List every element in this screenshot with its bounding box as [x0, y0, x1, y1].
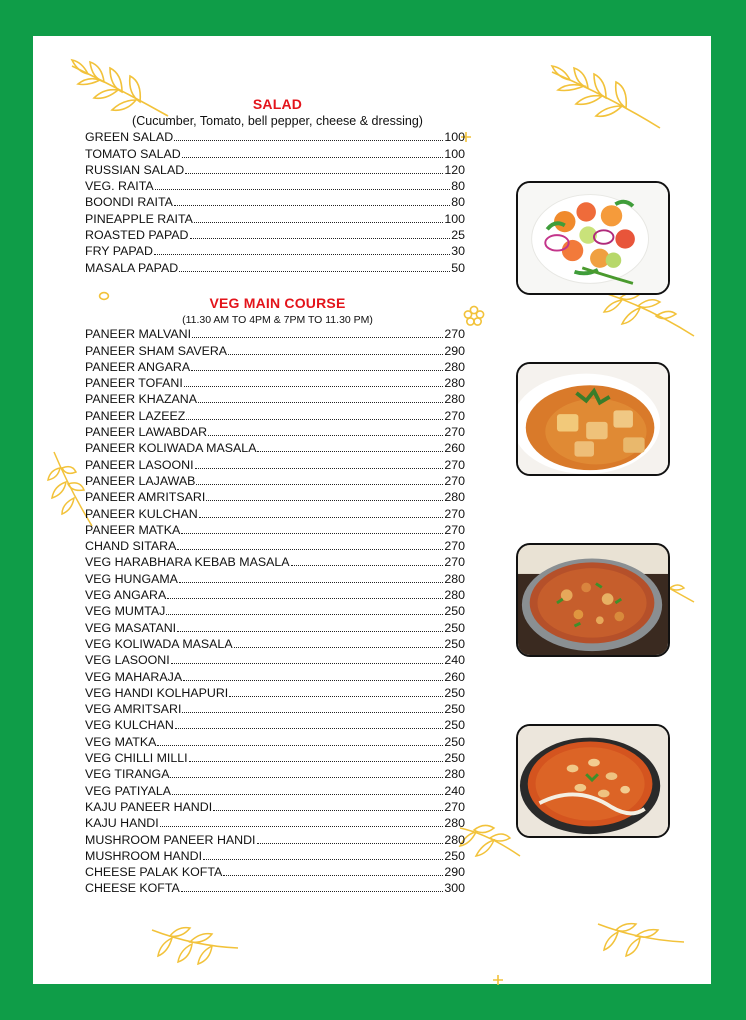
item-price: 250	[444, 718, 465, 733]
item-price: 80	[451, 179, 465, 194]
item-name: BOONDI RAITA	[85, 195, 173, 210]
item-name: VEG MAHARAJA	[85, 669, 183, 684]
veg-main-menu-item	[85, 716, 465, 732]
item-name: PANEER AMRITSARI	[85, 490, 206, 505]
item-name: PANEER LAZEEZ	[85, 408, 186, 423]
item-price: 30	[451, 244, 465, 259]
dot-leader	[257, 448, 443, 452]
item-price: 250	[444, 604, 465, 619]
item-name: VEG PATIYALA	[85, 783, 172, 798]
item-price: 250	[444, 734, 465, 749]
item-price: 260	[444, 441, 465, 456]
item-price: 280	[444, 571, 465, 586]
item-name: VEG MASATANI	[85, 620, 177, 635]
item-name: PANEER LAWABDAR	[85, 425, 208, 440]
salad-menu-item	[85, 193, 465, 209]
item-price: 250	[444, 702, 465, 717]
item-name: PANEER ANGARA	[85, 359, 191, 374]
veg-main-menu-item	[85, 781, 465, 797]
item-price: 280	[444, 359, 465, 374]
dot-leader	[174, 202, 450, 206]
dot-leader	[181, 530, 443, 534]
item-price: 270	[444, 327, 465, 342]
dot-leader	[174, 137, 443, 141]
dot-leader	[229, 693, 443, 697]
dot-leader	[195, 465, 444, 469]
item-name: VEG CHILLI MILLI	[85, 751, 188, 766]
dot-leader	[170, 774, 443, 778]
item-name: VEG ANGARA	[85, 588, 167, 603]
veg-main-menu-item	[85, 635, 465, 651]
item-price: 240	[444, 653, 465, 668]
salad-heading: SALAD	[252, 96, 303, 112]
item-price: 270	[444, 457, 465, 472]
item-price: 80	[451, 195, 465, 210]
veg-main-menu-item	[85, 439, 465, 455]
veg-main-menu-item	[85, 358, 465, 374]
veg-main-menu-item	[85, 423, 465, 439]
item-name: RUSSIAN SALAD	[85, 162, 185, 177]
salad-menu-item	[85, 242, 465, 258]
veg-main-menu-item	[85, 488, 465, 504]
dot-leader	[192, 334, 443, 338]
salad-menu-list	[85, 128, 465, 275]
item-name: PANEER TOFANI	[85, 376, 183, 391]
dot-leader	[155, 186, 451, 190]
salad-menu-item	[85, 226, 465, 242]
item-name: KAJU PANEER HANDI	[85, 799, 213, 814]
item-name: PANEER SHAM SAVERA	[85, 343, 228, 358]
veg-main-menu-item	[85, 651, 465, 667]
veg-main-menu-item	[85, 765, 465, 781]
dot-leader	[223, 872, 443, 876]
item-name: VEG MATKA	[85, 734, 157, 749]
leaf-decoration-bottom-right	[596, 920, 686, 958]
veg-main-menu-item	[85, 700, 465, 716]
item-name: VEG LASOONI	[85, 653, 170, 668]
dot-leader	[171, 660, 444, 664]
item-price: 280	[444, 588, 465, 603]
item-name: PANEER MALVANI	[85, 327, 192, 342]
dot-leader	[190, 235, 451, 239]
veg-main-menu-item	[85, 847, 465, 863]
leaf-decoration-top-right	[548, 62, 664, 132]
veg-main-menu-item	[85, 374, 465, 390]
dot-leader	[186, 416, 443, 420]
item-price: 270	[444, 555, 465, 570]
item-price: 270	[444, 539, 465, 554]
item-name: VEG HANDI KOLHAPURI	[85, 685, 229, 700]
item-price: 100	[444, 130, 465, 145]
item-price: 280	[444, 392, 465, 407]
veg-main-menu-item	[85, 732, 465, 748]
item-name: PANEER LAJAWAB	[85, 473, 196, 488]
item-price: 120	[444, 162, 465, 177]
dot-leader	[189, 758, 444, 762]
veg-main-menu-item	[85, 553, 465, 569]
dot-leader	[166, 611, 443, 615]
salad-menu-item	[85, 177, 465, 193]
sparkle-decoration-bottom	[492, 974, 504, 986]
item-price: 280	[444, 767, 465, 782]
paneer-curry-photo	[516, 362, 670, 476]
leaf-decoration-center-low	[458, 820, 522, 860]
salad-subtitle: (Cucumber, Tomato, bell pepper, cheese & dressing)	[132, 114, 423, 128]
veg-main-menu-item	[85, 879, 465, 895]
veg-main-course-hours: (11.30 AM TO 4PM & 7PM TO 11.30 PM)	[182, 314, 373, 326]
veg-main-menu-item	[85, 798, 465, 814]
item-price: 280	[444, 832, 465, 847]
item-price: 270	[444, 473, 465, 488]
item-price: 100	[444, 146, 465, 161]
item-name: MUSHROOM HANDI	[85, 848, 203, 863]
item-name: VEG HUNGAMA	[85, 571, 178, 586]
item-price: 25	[451, 228, 465, 243]
veg-main-menu-item	[85, 618, 465, 634]
item-name: PINEAPPLE RAITA	[85, 211, 193, 226]
item-name: MUSHROOM PANEER HANDI	[85, 832, 256, 847]
dot-leader	[177, 546, 443, 550]
item-name: PANEER KOLIWADA MASALA	[85, 441, 257, 456]
salad-menu-item	[85, 258, 465, 274]
item-price: 270	[444, 425, 465, 440]
item-price: 250	[444, 848, 465, 863]
item-name: VEG KOLIWADA MASALA	[85, 636, 233, 651]
item-name: VEG MUMTAJ	[85, 604, 166, 619]
dot-leader	[191, 367, 443, 371]
item-name: PANEER MATKA	[85, 522, 181, 537]
item-name: VEG. RAITA	[85, 179, 154, 194]
item-price: 280	[444, 376, 465, 391]
item-price: 290	[444, 865, 465, 880]
item-price: 100	[444, 211, 465, 226]
veg-main-menu-item	[85, 341, 465, 357]
dot-leader	[198, 399, 443, 403]
dot-leader	[179, 579, 443, 583]
veg-main-course-heading: VEG MAIN COURSE	[209, 295, 346, 311]
dot-leader	[234, 644, 444, 648]
dot-leader	[183, 677, 443, 681]
dot-leader	[172, 791, 443, 795]
item-price: 260	[444, 669, 465, 684]
dot-leader	[208, 432, 443, 436]
veg-main-menu-item	[85, 830, 465, 846]
veg-main-menu-item	[85, 814, 465, 830]
dot-leader	[182, 154, 444, 158]
dot-leader	[185, 170, 443, 174]
dot-leader	[257, 840, 444, 844]
item-price: 270	[444, 506, 465, 521]
veg-main-menu-item	[85, 521, 465, 537]
veg-main-menu-item	[85, 586, 465, 602]
item-price: 290	[444, 343, 465, 358]
dot-leader	[175, 725, 443, 729]
item-price: 50	[451, 260, 465, 275]
veg-main-menu-item	[85, 504, 465, 520]
item-name: VEG TIRANGA	[85, 767, 170, 782]
veg-main-menu-item	[85, 406, 465, 422]
item-name: ROASTED PAPAD	[85, 228, 189, 243]
dot-leader	[194, 219, 443, 223]
item-name: CHAND SITARA	[85, 539, 177, 554]
veg-main-menu-item	[85, 749, 465, 765]
item-price: 280	[444, 816, 465, 831]
dot-leader	[213, 807, 443, 811]
dot-leader	[157, 742, 443, 746]
item-name: VEG KULCHAN	[85, 718, 174, 733]
item-price: 300	[444, 881, 465, 896]
veg-main-menu-item	[85, 667, 465, 683]
item-name: GREEN SALAD	[85, 130, 174, 145]
veg-main-menu-item	[85, 390, 465, 406]
dot-leader	[203, 856, 443, 860]
kaju-curry-photo	[516, 724, 670, 838]
dot-leader	[154, 251, 450, 255]
leaf-decoration-bottom-left	[150, 924, 240, 966]
veg-main-menu-item	[85, 472, 465, 488]
dot-leader	[181, 888, 444, 892]
dot-leader	[167, 595, 443, 599]
veg-main-menu-item	[85, 537, 465, 553]
item-name: MASALA PAPAD	[85, 260, 179, 275]
dot-leader	[228, 351, 443, 355]
veg-main-menu-item	[85, 325, 465, 341]
dot-leader	[177, 628, 443, 632]
dot-leader	[179, 268, 450, 272]
veg-main-menu-item	[85, 569, 465, 585]
dot-leader	[196, 481, 443, 485]
dot-leader	[199, 514, 444, 518]
item-price: 250	[444, 685, 465, 700]
item-price: 270	[444, 522, 465, 537]
salad-menu-item	[85, 209, 465, 225]
dot-leader	[182, 709, 443, 713]
item-name: TOMATO SALAD	[85, 146, 181, 161]
dot-leader	[291, 562, 444, 566]
item-price: 240	[444, 783, 465, 798]
salad-menu-item	[85, 144, 465, 160]
item-price: 270	[444, 799, 465, 814]
veg-main-menu-item	[85, 684, 465, 700]
dot-leader	[206, 497, 443, 501]
dot-leader	[184, 383, 444, 387]
veg-main-menu-item	[85, 602, 465, 618]
salad-photo	[516, 181, 670, 295]
dot-leader	[160, 823, 444, 827]
item-price: 250	[444, 751, 465, 766]
item-price: 280	[444, 490, 465, 505]
veg-curry-photo	[516, 543, 670, 657]
item-name: CHEESE PALAK KOFTA	[85, 865, 223, 880]
item-name: VEG AMRITSARI	[85, 702, 182, 717]
veg-main-menu-item	[85, 863, 465, 879]
item-name: KAJU HANDI	[85, 816, 159, 831]
salad-menu-item	[85, 128, 465, 144]
item-name: FRY PAPAD	[85, 244, 153, 259]
item-name: VEG HARABHARA KEBAB MASALA	[85, 555, 290, 570]
item-price: 270	[444, 408, 465, 423]
item-name: CHEESE KOFTA	[85, 881, 180, 896]
item-price: 250	[444, 620, 465, 635]
veg-main-course-menu-list	[85, 325, 465, 895]
item-price: 250	[444, 636, 465, 651]
item-name: PANEER KHAZANA	[85, 392, 197, 407]
veg-main-menu-item	[85, 455, 465, 471]
item-name: PANEER LASOONI	[85, 457, 194, 472]
item-name: PANEER KULCHAN	[85, 506, 198, 521]
salad-menu-item	[85, 161, 465, 177]
